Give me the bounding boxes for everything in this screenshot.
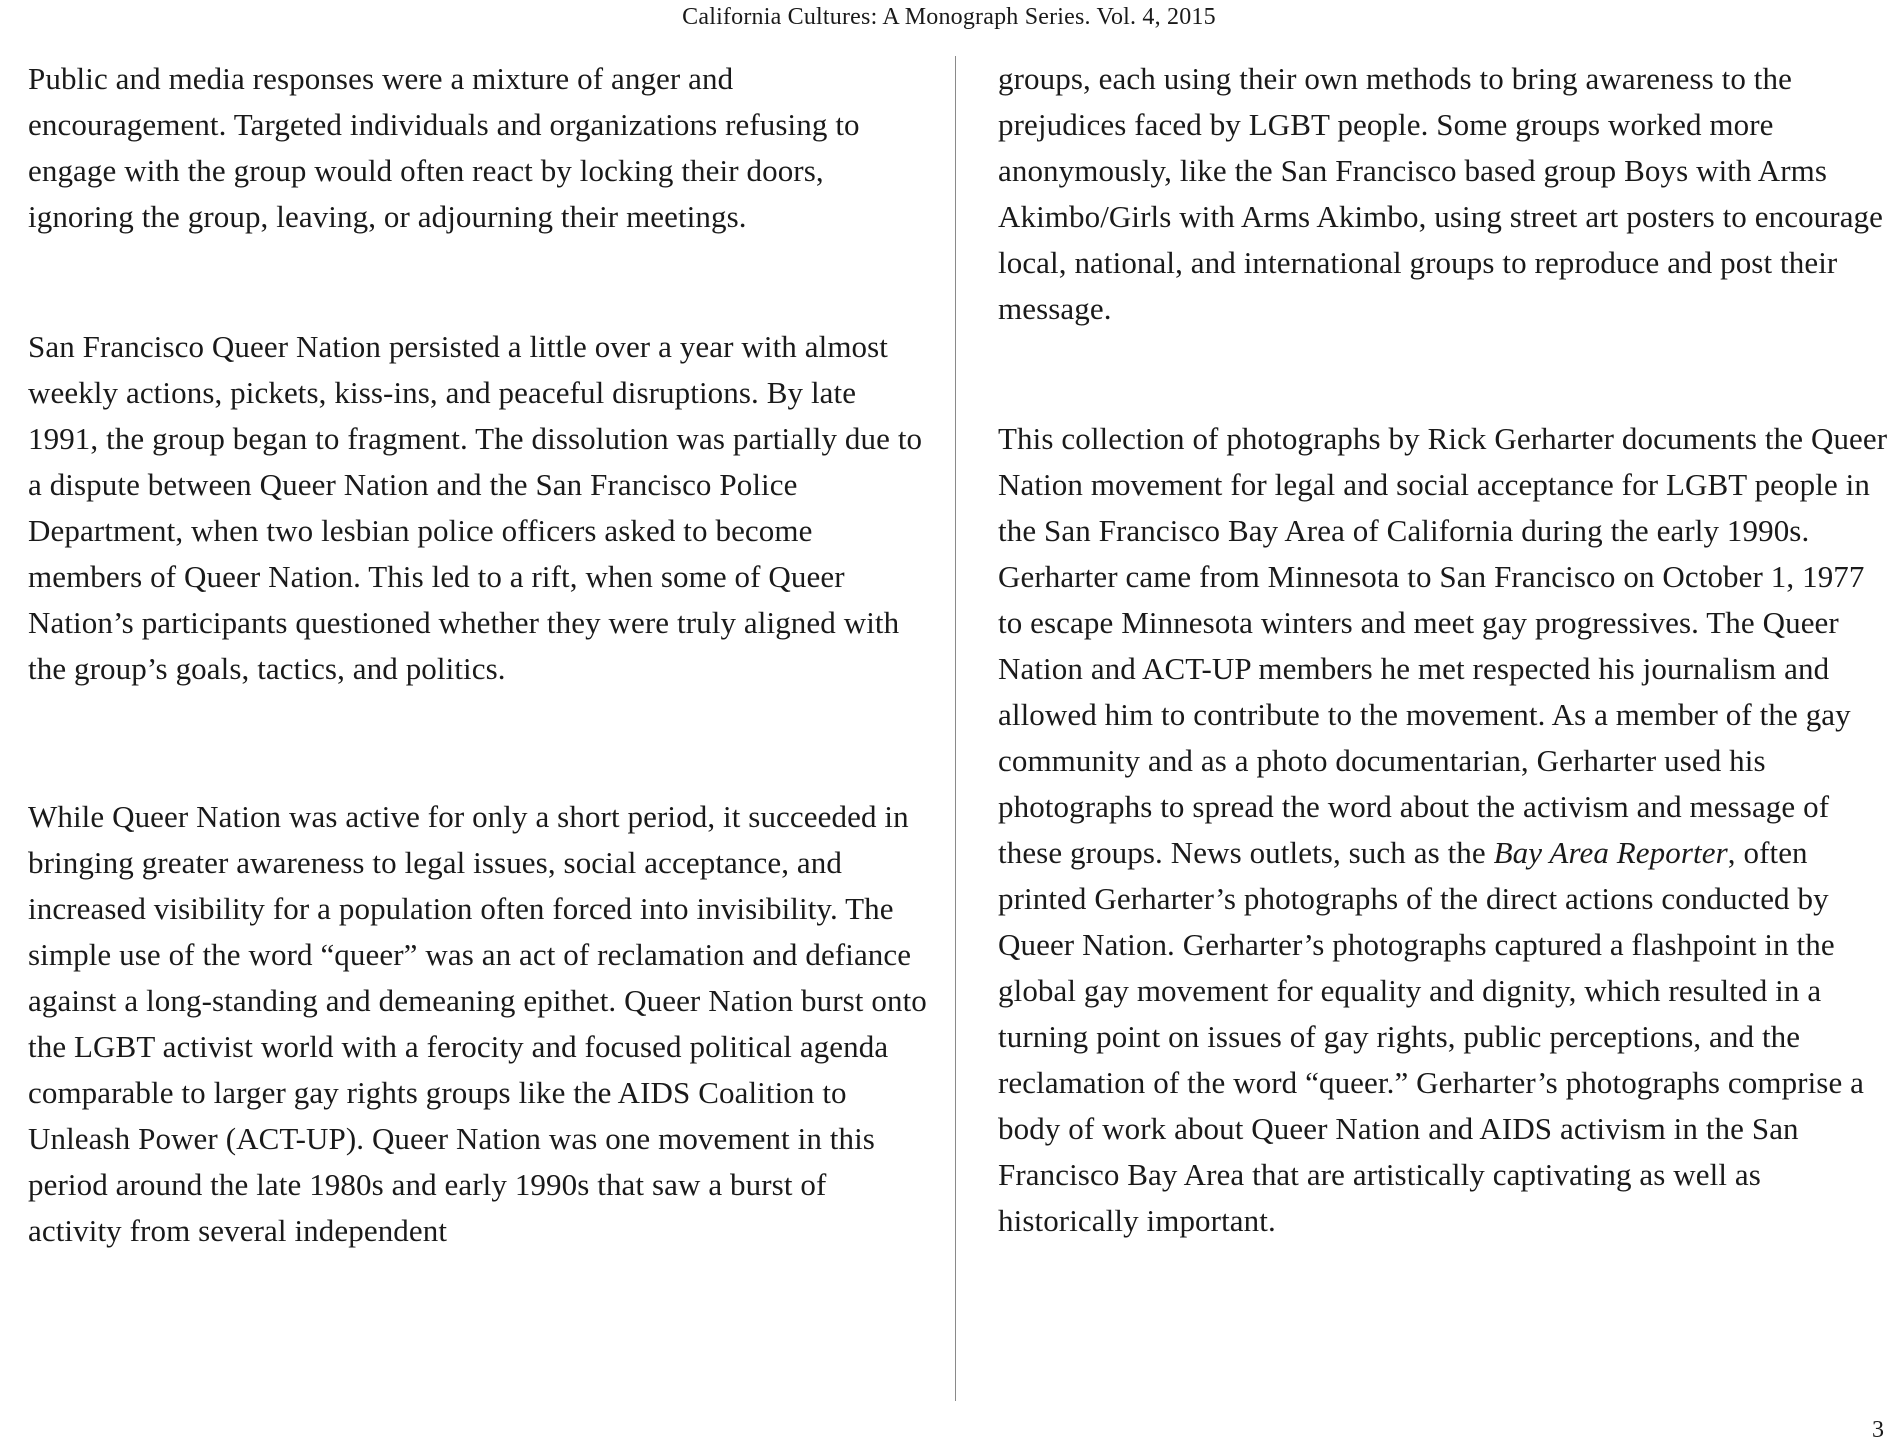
right-paragraph-2-text-a: This collection of photographs by Rick Gerharter documents the Queer Nation movement for legal and social acceptance for LGBT people in the San Francisco Bay Area of California during the early 1990s. Gerharter came from Minnesota to San Francisco on October 1, 1977 to escape Minnesota winters and meet gay progressives. The Queer Nation and ACT-UP members he met respected his journalism and allowed him to contribute to the movement. As a member of the gay community and as a photo documentarian, Gerharter used his photographs to spread the word about the activism and message of these groups. News outlets, such as the: [998, 421, 1888, 870]
running-header: California Cultures: A Monograph Series. Vol. 4, 2015: [682, 4, 1216, 30]
left-paragraph-2: San Francisco Queer Nation persisted a little over a year with almost weekly actions, pickets, kiss-ins, and peaceful disruptions. By late 1991, the group began to fragment. The dissolution was partially due to a dispute between Queer Nation and the San Francisco Police Department, when two lesbian police officers asked to become members of Queer Nation. This led to a rift, when some of Queer Nation’s participants questioned whether they were truly aligned with the group’s goals, tactics, and politics.: [28, 329, 923, 686]
left-paragraph-3: While Queer Nation was active for only a short period, it succeeded in bringing greater awareness to legal issues, social acceptance, and increased visibility for a population often forced into invisibility. The simple use of the word “queer” was an act of reclamation and defiance against a long-standing and demeaning epithet. Queer Nation burst onto the LGBT activist world with a ferocity and focused political agenda comparable to larger gay rights groups like the AIDS Coalition to Unleash Power (ACT-UP). Queer Nation was one movement in this period around the late 1980s and early 1990s that saw a burst of activity from several independent: [28, 799, 927, 1248]
page-number: 3: [1872, 1417, 1884, 1443]
left-paragraph-1: Public and media responses were a mixture of anger and encouragement. Targeted individuals and organizations refusing to engage with the group would often react by locking their doors, ignoring the group, leaving, or adjourning their meetings.: [28, 61, 860, 234]
left-column: [28, 56, 928, 1254]
right-paragraph-2-text-b: , often printed Gerharter’s photographs of the direct actions conducted by Queer Nation. Gerharter’s photographs captured a flashpoint in the global gay movement for equality and dignity, which resulted in a turning point on issues of gay rights, public perceptions, and the reclamation of the word “queer.” Gerharter’s photographs comprise a body of work about Queer Nation and AIDS activism in the San Francisco Bay Area that are artistically captivating as well as historically important.: [998, 835, 1865, 1238]
right-paragraph-1: groups, each using their own methods to bring awareness to the prejudices faced by LGBT people. Some groups worked more anonymously, like the San Francisco based group Boys with Arms Akimbo/Girls with Arms Akimbo, using street art posters to encourage local, national, and international groups to reproduce and post their message.: [998, 61, 1884, 326]
right-column: [998, 56, 1888, 1244]
column-divider: [955, 56, 956, 1401]
publication-title: Bay Area Reporter: [1493, 835, 1728, 870]
right-paragraph-2: [998, 416, 1888, 1244]
